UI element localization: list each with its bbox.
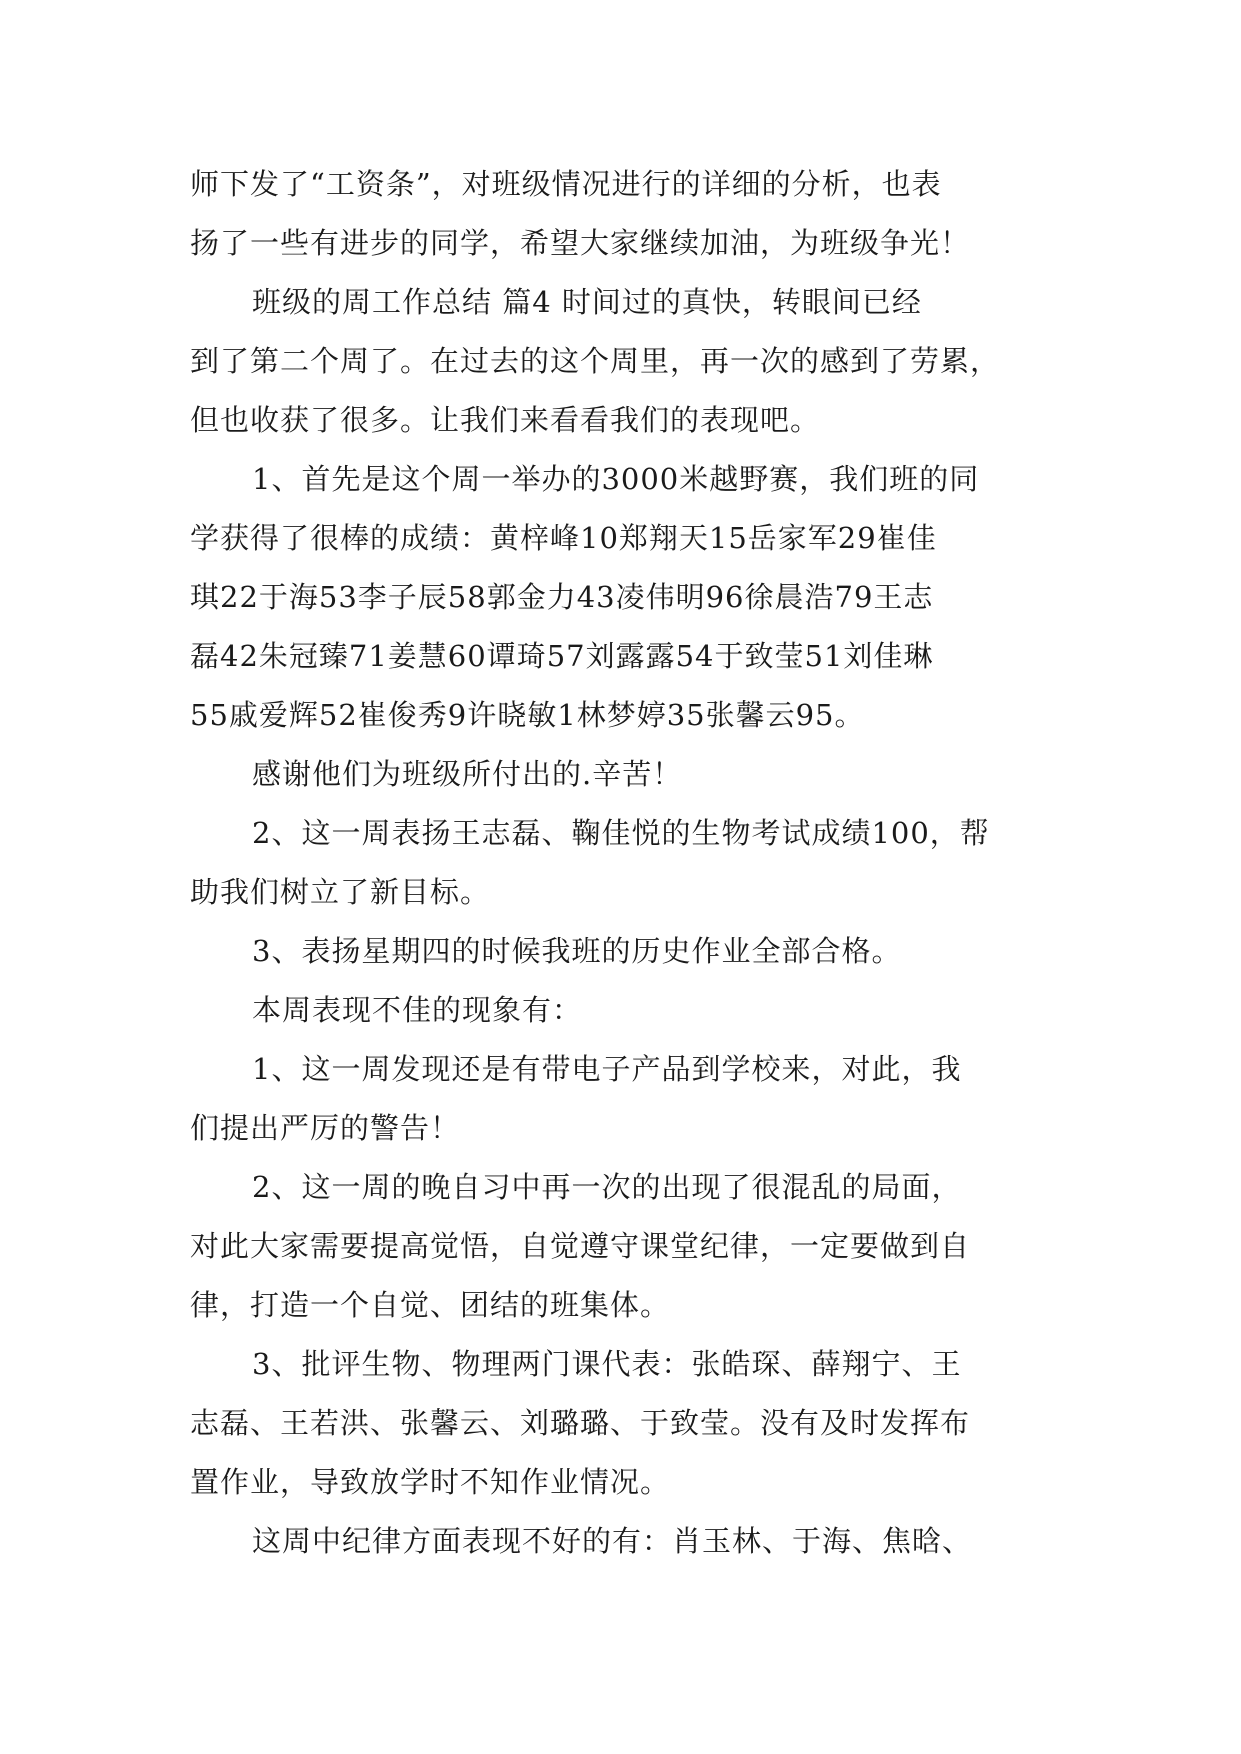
text-line: 对此大家需要提高觉悟，自觉遵守课堂纪律，一定要做到自 — [190, 1229, 971, 1263]
text-line: 2、这一周的晚自习中再一次的出现了很混乱的局面， — [252, 1170, 962, 1204]
text-line: 但也收获了很多。让我们来看看我们的表现吧。 — [190, 403, 821, 437]
text-line: 55戚爱辉52崔俊秀9许晓敏1林梦婷35张馨云95。 — [190, 698, 865, 732]
text-line: 3、表扬星期四的时候我班的历史作业全部合格。 — [252, 934, 902, 968]
text-line: 3、批评生物、物理两门课代表：张皓琛、薛翔宁、王 — [252, 1347, 962, 1381]
text-line: 到了第二个周了。在过去的这个周里，再一次的感到了劳累， — [190, 344, 1001, 378]
text-line: 志磊、王若洪、张馨云、刘璐璐、于致莹。没有及时发挥布 — [190, 1406, 971, 1440]
text-line: 扬了一些有进步的同学，希望大家继续加油，为班级争光！ — [190, 226, 971, 260]
text-line: 本周表现不佳的现象有： — [252, 993, 583, 1027]
text-line: 们提出严厉的警告！ — [190, 1111, 461, 1145]
text-line: 1、这一周发现还是有带电子产品到学校来，对此，我 — [252, 1052, 962, 1086]
text-line: 琪22于海53李子辰58郭金力43凌伟明96徐晨浩79王志 — [190, 580, 934, 614]
text-line: 学获得了很棒的成绩：黄梓峰10郑翔天15岳家军29崔佳 — [190, 521, 937, 555]
document-body — [190, 155, 1070, 1571]
text-line: 置作业，导致放学时不知作业情况。 — [190, 1465, 671, 1499]
text-line: 这周中纪律方面表现不好的有：肖玉林、于海、焦晗、 — [252, 1524, 973, 1558]
text-line: 磊42朱冠臻71姜慧60谭琦57刘露露54于致莹51刘佳琳 — [190, 639, 934, 673]
text-line: 师下发了“工资条”，对班级情况进行的详细的分析，也表 — [190, 167, 942, 201]
section-heading-line: 班级的周工作总结 篇4 时间过的真快，转眼间已经 — [252, 285, 922, 319]
text-line: 助我们树立了新目标。 — [190, 875, 491, 909]
text-line: 1、首先是这个周一举办的3000米越野赛，我们班的同 — [252, 462, 980, 496]
text-line: 2、这一周表扬王志磊、鞠佳悦的生物考试成绩100，帮 — [252, 816, 990, 850]
text-line: 律，打造一个自觉、团结的班集体。 — [190, 1288, 671, 1322]
text-line: 感谢他们为班级所付出的.辛苦！ — [252, 757, 683, 791]
